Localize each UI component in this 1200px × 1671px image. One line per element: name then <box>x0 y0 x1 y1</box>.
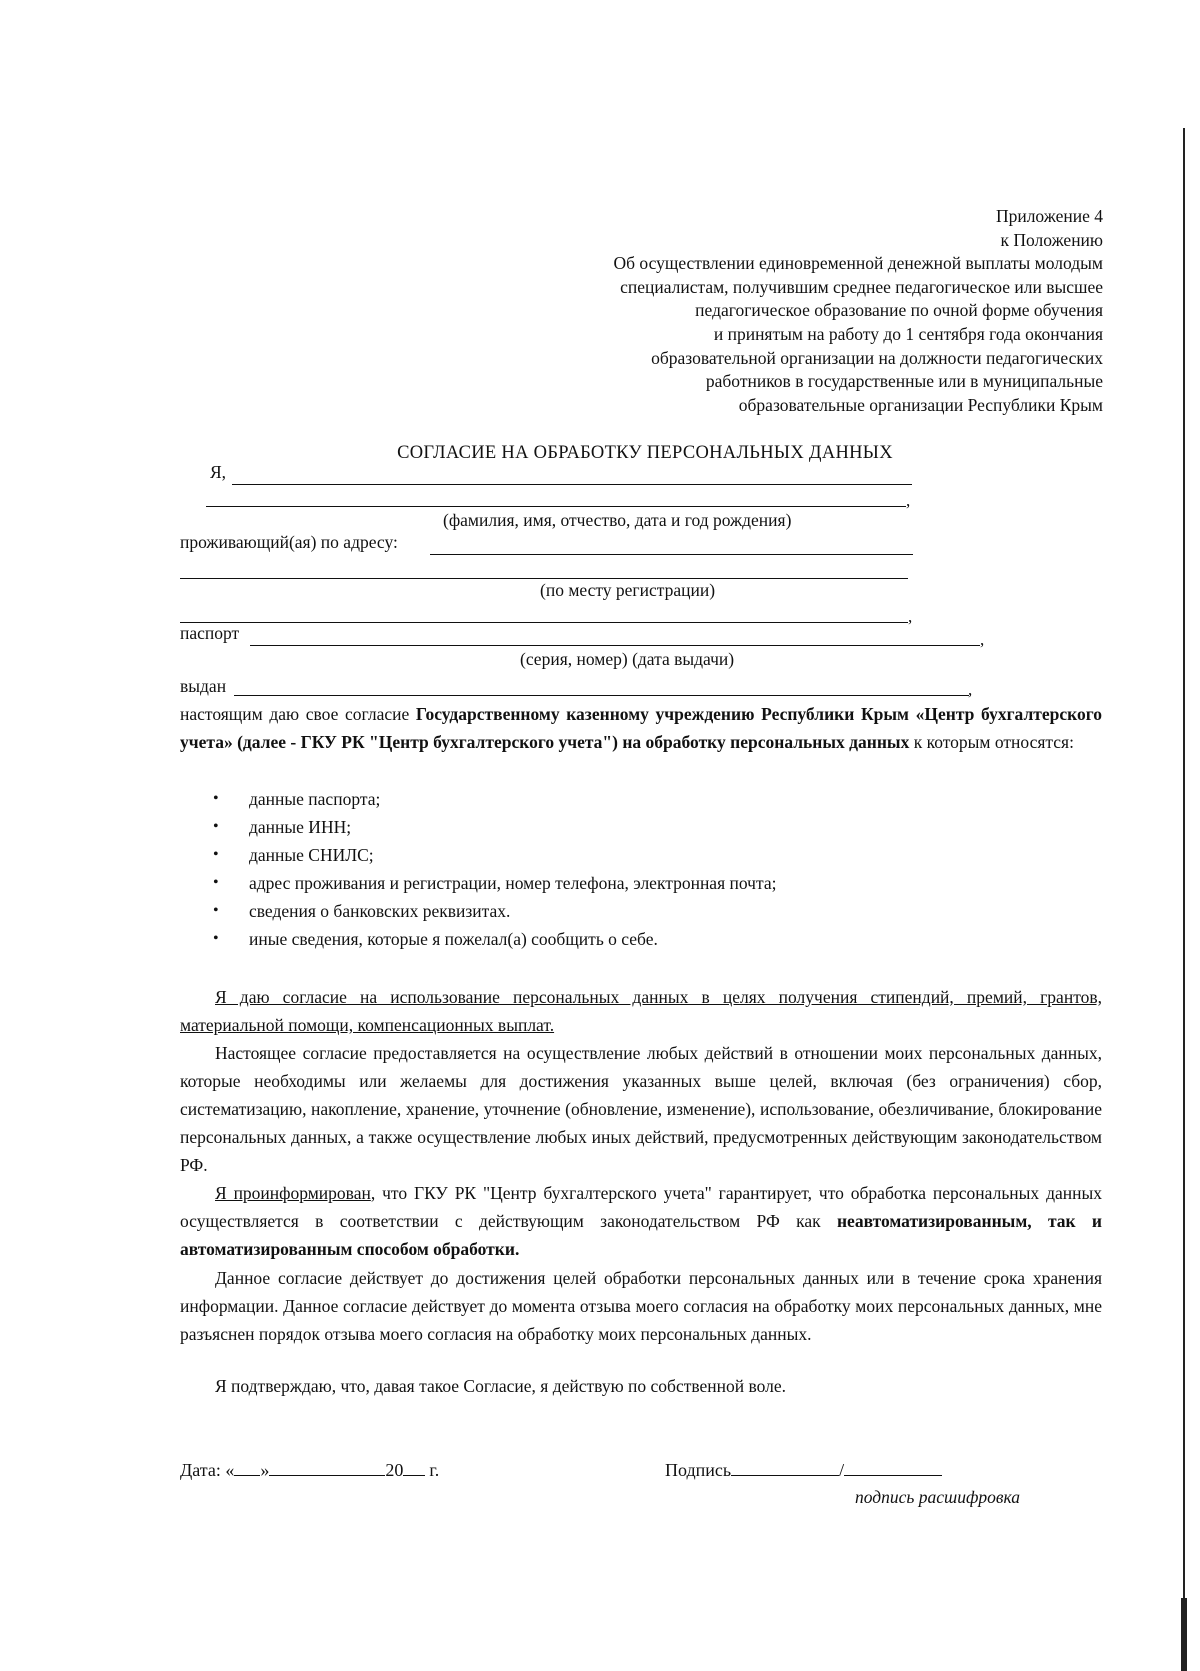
bullet-icon: • <box>213 790 219 807</box>
list-item <box>213 841 776 869</box>
issued-label: выдан <box>180 676 227 696</box>
address-field-line-3[interactable] <box>180 622 908 623</box>
bullet-icon: • <box>213 846 219 863</box>
month-field[interactable] <box>269 1458 385 1476</box>
consent-paragraph <box>180 700 1102 756</box>
list-item <box>213 925 776 953</box>
purpose-paragraph <box>180 983 1102 1039</box>
bullet-icon: • <box>213 930 219 947</box>
year-prefix: 20 <box>385 1460 404 1480</box>
name-field-line-1[interactable] <box>232 484 912 485</box>
informed-text: , что ГКУ РК "Центр бухгалтерского учета" гарантирует, что обработка персональных данных осуществляется в соответствии с действующим законодательством РФ как <box>180 1183 1102 1231</box>
header-line: к Положению <box>1000 229 1103 250</box>
name-field-line-2[interactable] <box>206 506 906 507</box>
passport-comma: , <box>980 630 985 649</box>
address-hint: (по месту регистрации) <box>540 580 716 600</box>
bullet-icon: • <box>213 818 219 835</box>
scope-paragraph: Настоящее согласие предоставляется на осуществление любых действий в отношении моих персональных данных, которые необходимы или желаемы для достижения указанных выше целей, включая (без ограничения) сбор, систематизацию, накопление, хранение, уточнение (обновление, изменение), использование, обезличивание, блокирование персональных данных, а также осуществление любых иных действий, предусмотренных действующим законодательством РФ. <box>180 1043 1102 1175</box>
header-line: работников в государственные или в муниципальные <box>705 371 1103 392</box>
header-line: и принятым на работу до 1 сентября года окончания <box>713 323 1103 344</box>
address-field-line-1[interactable] <box>430 554 913 555</box>
consent-tail: к которым относятся: <box>909 732 1074 752</box>
list-item-text: данные ИНН; <box>249 817 352 837</box>
address-field-line-2[interactable] <box>180 578 908 579</box>
issued-comma: , <box>968 680 973 699</box>
address-label: проживающий(ая) по адресу: <box>180 532 398 552</box>
passport-label: паспорт <box>180 623 240 643</box>
year-field[interactable] <box>403 1458 425 1476</box>
list-item <box>213 897 776 925</box>
informed-lead: Я проинформирован <box>215 1183 371 1203</box>
header-line: специалистам, получившим среднее педагогическое или высшее <box>620 276 1103 297</box>
bullet-icon: • <box>213 902 219 919</box>
date-quote-close: » <box>260 1460 270 1480</box>
day-field[interactable] <box>234 1458 260 1476</box>
scan-edge-mark <box>1181 1598 1187 1671</box>
name-hint: (фамилия, имя, отчество, дата и год рождения) <box>443 510 792 530</box>
list-item-text: адрес проживания и регистрации, номер телефона, электронная почта; <box>249 873 777 893</box>
date-label: Дата: « <box>180 1460 235 1480</box>
signature-slash: / <box>839 1460 845 1480</box>
consent-intro: настоящим даю свое согласие <box>180 704 416 724</box>
name-comma: , <box>906 491 911 510</box>
date-line <box>180 1458 439 1481</box>
signature-field[interactable] <box>731 1458 839 1476</box>
informed-method: неавтоматизированным, так и автоматизированным способом обработки. <box>180 1211 1102 1259</box>
issued-field-line[interactable] <box>234 695 969 696</box>
year-suffix: г. <box>429 1460 440 1480</box>
list-item <box>213 869 776 897</box>
header-line: Приложение 4 <box>995 206 1103 226</box>
document-title: СОГЛАСИЕ НА ОБРАБОТКУ ПЕРСОНАЛЬНЫХ ДАННЫХ <box>397 443 893 463</box>
passport-field-line[interactable] <box>250 645 980 646</box>
list-item-text: иные сведения, которые я пожелал(а) сообщить о себе. <box>249 929 658 949</box>
ya-label: Я, <box>210 462 227 482</box>
signature-label: Подпись <box>665 1460 732 1480</box>
bullet-icon: • <box>213 874 219 891</box>
scan-edge-line <box>1183 128 1185 1671</box>
data-items-list <box>213 785 776 953</box>
confirm-paragraph: Я подтверждаю, что, давая такое Согласие, я действую по собственной воле. <box>215 1376 787 1396</box>
purpose-text: Я даю согласие на использование персональных данных в целях получения стипендий, премий, грантов, материальной помощи, компенсационных выплат. <box>180 987 1102 1035</box>
list-item <box>213 785 776 813</box>
header-line: педагогическое образование по очной форме обучения <box>695 300 1103 321</box>
list-item-text: данные СНИЛС; <box>249 845 374 865</box>
signature-caption: подпись расшифровка <box>855 1487 1020 1507</box>
passport-hint: (серия, номер) (дата выдачи) <box>520 649 735 669</box>
list-item-text: сведения о банковских реквизитах. <box>249 901 511 921</box>
signature-line <box>665 1458 942 1481</box>
list-item-text: данные паспорта; <box>249 789 381 809</box>
appendix-header <box>543 205 1103 417</box>
signature-decoding-field[interactable] <box>844 1458 942 1476</box>
informed-paragraph <box>180 1179 1102 1263</box>
header-line: образовательные организации Республики Крым <box>738 394 1103 415</box>
header-line: Об осуществлении единовременной денежной выплаты молодым <box>613 253 1103 274</box>
header-line: образовательной организации на должности педагогических <box>651 347 1103 368</box>
validity-paragraph: Данное согласие действует до достижения целей обработки персональных данных или в течение срока хранения информации. Данное согласие действует до момента отзыва моего согласия на обработку моих персональных данных, мне разъяснен порядок отзыва моего согласия на обработку моих персональных данных. <box>180 1268 1102 1344</box>
consent-recipient: Государственному казенному учреждению Республики Крым «Центр бухгалтерского учета» (далее - ГКУ РК "Центр бухгалтерского учета") на обработку персональных данных <box>180 704 1102 752</box>
list-item <box>213 813 776 841</box>
address-comma: , <box>908 607 913 626</box>
